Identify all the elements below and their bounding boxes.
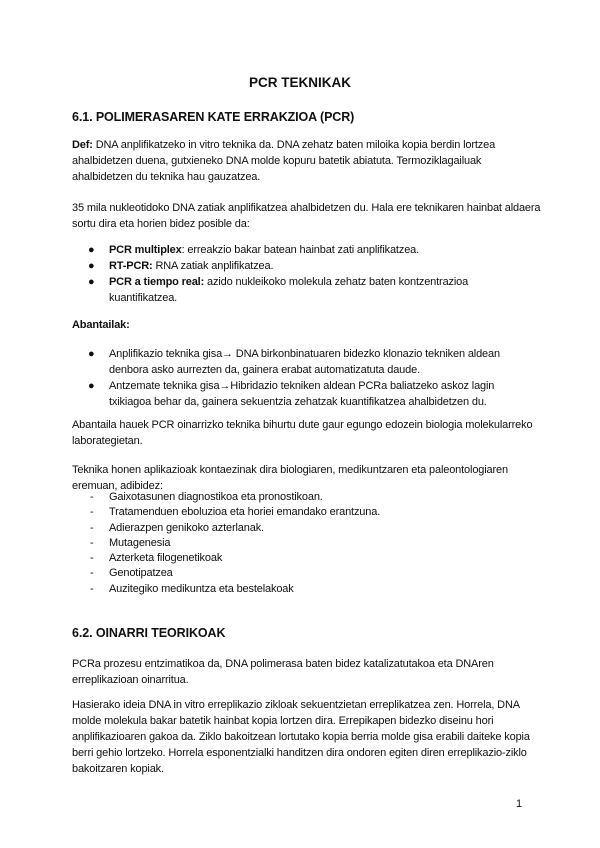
dash-icon: - bbox=[90, 567, 94, 580]
variant-text: : erreakzio bakar batean hainbat zati anplifikatzea. bbox=[181, 244, 420, 256]
bullet-icon: ● bbox=[88, 380, 95, 392]
variant-label: PCR a tiempo real: bbox=[109, 276, 205, 288]
applications-list bbox=[72, 490, 380, 597]
pcr-variants-list bbox=[72, 242, 534, 306]
list-item bbox=[72, 490, 380, 505]
advantages-list bbox=[72, 346, 534, 410]
application-text: Auzitegiko medikuntza eta bestelakoak bbox=[109, 582, 294, 595]
application-text: Gaixotasunen diagnostikoa eta pronostikoan. bbox=[109, 491, 323, 503]
dash-icon: - bbox=[90, 582, 94, 595]
dash-icon: - bbox=[90, 506, 94, 519]
variant-label: PCR multiplex bbox=[109, 244, 182, 256]
list-item bbox=[72, 566, 380, 581]
advantage-text: Anplifikazio teknika gisa→ DNA birkonbinatuaren bidezko klonazio tekniken aldean denbora asko aurrezten da, gainera erabat automatizatuta daude. bbox=[109, 348, 500, 376]
page-number: 1 bbox=[516, 798, 523, 810]
list-item bbox=[72, 536, 380, 551]
bullet-icon: ● bbox=[88, 348, 95, 360]
list-item bbox=[72, 346, 534, 378]
list-item bbox=[72, 258, 534, 274]
section-2-heading: 6.2. OINARRI TEORIKOAK bbox=[72, 626, 226, 640]
document-title: PCR TEKNIKAK bbox=[248, 75, 351, 90]
intro-paragraph: 35 mila nukleotidoko DNA zatiak anplifikatzea ahalbidetzen du. Hala ere teknikaren hainbat aldaera sortu dira eta horien bidez posible da: bbox=[72, 202, 541, 230]
dash-icon: - bbox=[90, 491, 94, 503]
application-text: Genotipatzea bbox=[109, 567, 173, 580]
dash-icon: - bbox=[90, 552, 94, 565]
dash-icon: - bbox=[90, 521, 94, 534]
list-item bbox=[72, 521, 380, 536]
list-item bbox=[72, 242, 534, 258]
section-2-paragraph-2: Hasierako ideia DNA in vitro erreplikazio zikloak sekuentzietan erreplikatzea zen. Horrela, DNA molde molekula bakar batetik hainbat kopia lortzen dira. Errepikapen bidezko diseinu hori anplifikazioaren gakoa da. Ziklo bakoitzean lortutako kopia berria molde gisa erabili daiteke kopia berri gehio lortzeko. Horrela esponentzialki handitzen dira ondoren egiten diren erreplikazio-ziklo bakoitzaren kopiak. bbox=[72, 699, 530, 775]
application-text: Adierazpen genikoko azterlanak. bbox=[109, 521, 264, 534]
list-item bbox=[72, 551, 380, 566]
application-text: Azterketa filogenetikoak bbox=[109, 552, 223, 565]
bullet-icon: ● bbox=[88, 276, 95, 288]
definition-label: Def: bbox=[72, 139, 93, 151]
variant-text: azido nukleikoko molekula zehatz baten kontzentrazioa kuantifikatzea. bbox=[109, 276, 469, 304]
list-item bbox=[72, 582, 380, 597]
list-item bbox=[72, 274, 534, 306]
advantage-text: Antzemate teknika gisa→Hibridazio tekniken aldean PCRa baliatzeko askoz lagin txikiagoa behar da, gainera sekuentzia zehatzak kuantifikatzea ahalbidetzen du. bbox=[109, 380, 495, 408]
list-item bbox=[72, 505, 380, 520]
variant-text: RNA zatiak anplifikatzea. bbox=[152, 260, 274, 272]
dash-icon: - bbox=[90, 536, 94, 549]
definition-text: DNA anplifikatzeko in vitro teknika da. DNA zehatz baten miloika kopia berdin lortzea ahalbidetzen duena, gutxieneko DNA molde kopuru batetik abiatuta. Termoziklagailuak ahalbidetzen du teknika hau gauzatzea. bbox=[72, 139, 496, 183]
applications-intro: Teknika honen aplikazioak kontaezinak dira biologiaren, medikuntzaren eta paleontologiaren eremuan, adibidez: bbox=[72, 464, 508, 492]
bullet-icon: ● bbox=[88, 244, 95, 256]
definition-paragraph bbox=[72, 137, 542, 185]
advantages-conclusion: Abantaila hauek PCR oinarrizko teknika bihurtu dute gaur egungo edozein biologia molekularreko laborategietan. bbox=[72, 419, 533, 447]
application-text: Mutagenesia bbox=[109, 536, 171, 549]
variant-label: RT-PCR: bbox=[109, 260, 153, 272]
bullet-icon: ● bbox=[88, 260, 95, 272]
advantages-heading: Abantailak: bbox=[72, 319, 130, 331]
section-1-heading: 6.1. POLIMERASAREN KATE ERRAKZIOA (PCR) bbox=[72, 110, 355, 124]
application-text: Tratamenduen eboluzioa eta horiei emandako erantzuna. bbox=[109, 506, 381, 519]
section-2-paragraph-1: PCRa prozesu entzimatikoa da, DNA polimerasa baten bidez katalizatutakoa eta DNAren erreplikazioan oinarritua. bbox=[72, 658, 494, 686]
list-item bbox=[72, 378, 534, 410]
